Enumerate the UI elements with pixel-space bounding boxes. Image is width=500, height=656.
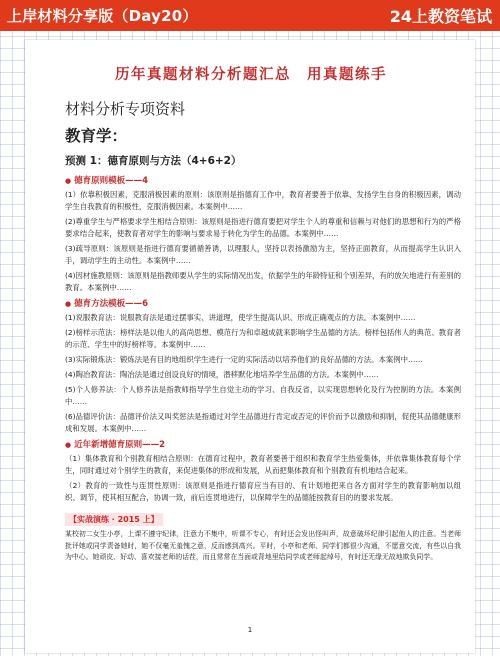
paragraph: (4)因材施教原则：该原则是指教师要从学生的实际情况出发，依据学生的年龄特征和个别差异，有的放矢地进行有差别的教育。本案例中…… [65, 271, 461, 292]
section-moral-principles [41, 174, 461, 294]
practice-callout: 【实战演练 · 2015 上】 [65, 513, 163, 526]
page-number: 1 [247, 626, 253, 634]
paragraph: (3)实际锻炼法：锻炼法是有目的地组织学生进行一定的实际活动以培养他们的良好品德的方法。本案例中…… [65, 355, 423, 364]
section-moral-methods [41, 297, 461, 435]
bullet-dot-icon: ● [65, 441, 72, 449]
paragraph: (1）依靠积极因素，克服消极因素的原则：该原则是指德育工作中，教育者要善于依靠、发扬学生自身的积极因素，调动学生自我教育的积极性，克服消极因素。本案例中…… [65, 190, 461, 211]
paragraph: （2）教育的一致性与连贯性原则：该原则是指进行德育应当有目的、有计划地把来自各方面对学生的教育影响加以组织、调节，使其相互配合，协调一致，前后连贯地进行，以保障学生的品德能按教育目的的要求发展。 [65, 481, 461, 502]
paragraph: (1)说服教育法：说服教育法是通过摆事实、讲道理，使学生提高认识、形成正确观点的方法。本案例中…… [65, 313, 416, 322]
bullet-dot-icon: ● [65, 177, 72, 185]
section-heading: ● 德育方法模板——6 [65, 299, 149, 309]
document-page [25, 40, 475, 653]
banner-exam-label: 24上教资笔试 [389, 7, 492, 26]
paragraph: (4)陶冶教育法：陶冶法是通过创设良好的情境，潜移默化地培养学生品德的方法。本案例中…… [65, 370, 379, 379]
subject-heading: 教育学： [65, 126, 128, 145]
section-heading: ● 德育原则模板——4 [65, 176, 149, 186]
section-new-principles [41, 438, 461, 504]
paragraph: （1）集体教育和个别教育相结合原则：在德育过程中，教育者要善于组织和教育学生热爱集体，并依靠集体教育每个学生，同时通过对个别学生的教育，来促进集体的形成和发展，从而把集体教育和个别教育有机地结合起来。 [65, 454, 461, 475]
top-banner [0, 0, 500, 31]
case-material: 某校初二女生小亭，上课不遵守纪律，注意力不集中，听课不专心，有时还会发出怪叫声，故意破坏纪律引起他人的注意。当老师批评她或同学责备她时，她不仅毫无羞愧之意，反而感到高兴。平时，小亭和老师、同学们都很少沟通，不愿意交流，有些以自我为中心。她顽皮、好动、喜欢接老师的话茬，而且常常在当面或背地里给同学或老师起绰号，有时还无缘无故地欺负同学。 [65, 530, 461, 561]
prediction-heading: 预测 1：德育原则与方法（4+6+2） [65, 155, 242, 167]
paragraph: (2)榜样示范法：榜样法是以他人的高尚思想、模范行为和卓越成就来影响学生品德的方法。榜样包括伟人的典范、教育者的示范、学生中的好榜样等。本案例中…… [65, 328, 461, 349]
paragraph: (2)尊重学生与严格要求学生相结合原则：该原则是指进行德育要把对学生个人的尊重和信赖与对他们的思想和行为的严格要求结合起来，使教育者对学生的影响与要求易于转化为学生的品德。本案例中…… [65, 217, 461, 238]
paragraph: (3)疏导原则：该原则是指进行德育要循循善诱，以理服人，坚持以表扬激励为主，坚持正面教育，从而提高学生认识入手，调动学生的主动性。本案例中…… [65, 244, 461, 265]
paragraph: (6)品德评价法：品德评价法又叫奖惩法是指通过对学生品德进行肯定或否定的评价而予以激励和抑制，促使其品德健康形成和发展。本案例中…… [65, 412, 461, 433]
paragraph: (5)个人修养法：个人修养法是指教师指导学生自觉主动的学习、自我反省，以实现思想转化及行为控制的方法。本案例中…… [65, 385, 461, 406]
document-title: 材料分析专项资料 [65, 100, 186, 118]
page-title: 历年真题材料分析题汇总 用真题练手 [115, 67, 387, 83]
bullet-dot-icon: ● [65, 300, 72, 308]
banner-title: 上岸材料分享版（Day20） [7, 7, 198, 25]
section-heading: ● 近年新增德育原则——2 [65, 440, 166, 450]
